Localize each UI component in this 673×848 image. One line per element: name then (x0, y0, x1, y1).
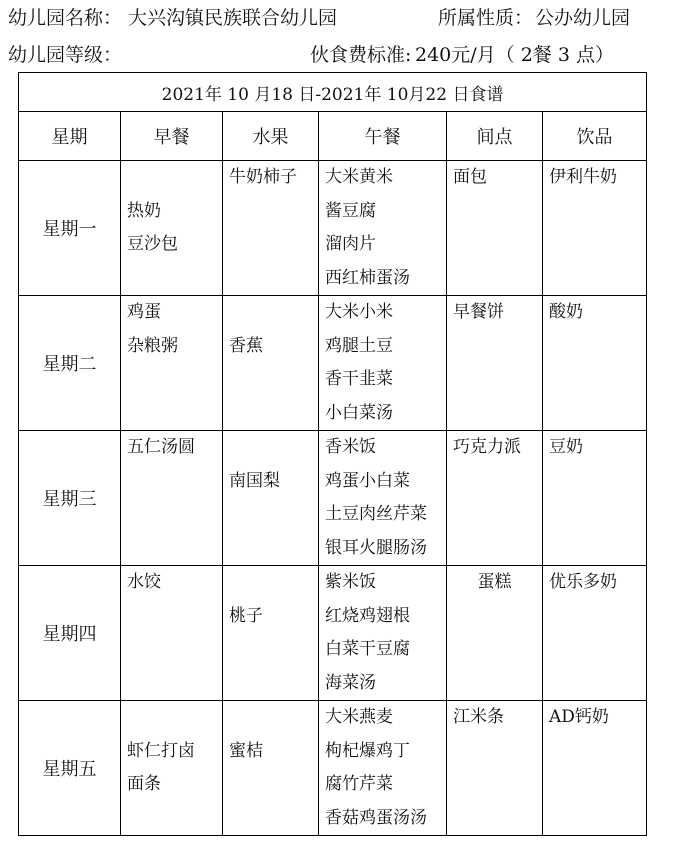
fee-value: 240元/月（ 2餐 3 点） (415, 44, 614, 66)
lunch-item: 银耳火腿肠汤 (325, 537, 427, 558)
lunch-item: 鸡蛋小白菜 (325, 470, 410, 491)
lunch-item: 紫米饭 (325, 572, 376, 592)
snack-item: 蛋糕 (477, 572, 512, 592)
drink-cell (543, 566, 647, 701)
drink-cell (543, 701, 647, 836)
day-cell: 星期三 (19, 431, 121, 566)
lunch-cell (319, 566, 447, 701)
snack-cell (447, 701, 543, 836)
fruit-cell (223, 566, 319, 701)
fruit-item: 蜜桔 (229, 740, 263, 761)
nature-value: 公办幼儿园 (535, 7, 631, 29)
snack-item: 早餐饼 (453, 302, 504, 322)
lunch-item: 土豆肉丝芹菜 (325, 504, 427, 524)
fruit-item: 香蕉 (229, 335, 263, 356)
breakfast-item: 豆沙包 (127, 234, 178, 254)
fruit-cell (223, 296, 319, 431)
snack-cell (447, 566, 543, 701)
snack-cell (447, 431, 543, 566)
fee-label: 伙食费标准: (310, 44, 412, 66)
column-header-day: 星期 (19, 112, 121, 161)
day-cell: 星期一 (19, 161, 121, 296)
kindergarten-name: 大兴沟镇民族联合幼儿园 (128, 7, 338, 29)
fruit-cell (223, 701, 319, 836)
lunch-item: 腐竹芹菜 (325, 774, 393, 794)
column-header-drink: 饮品 (543, 112, 647, 161)
lunch-item: 鸡腿土豆 (325, 335, 393, 356)
breakfast-item: 面条 (127, 774, 161, 794)
fruit-item (223, 296, 318, 330)
lunch-item: 枸杞爆鸡丁 (325, 740, 410, 761)
lunch-cell (319, 701, 447, 836)
lunch-item: 香米饭 (325, 437, 376, 457)
breakfast-item: 鸡蛋 (127, 302, 161, 322)
lunch-item: 西红柿蛋汤 (325, 267, 410, 288)
fruit-item: 牛奶柿子 (229, 167, 297, 187)
breakfast-item (121, 161, 222, 195)
header-line-2 (0, 40, 673, 68)
breakfast-cell (121, 161, 223, 296)
snack-item: 江米条 (453, 707, 504, 727)
lunch-item: 酱豆腐 (325, 200, 376, 221)
drink-item: AD钙奶 (549, 707, 609, 727)
breakfast-item: 热奶 (127, 200, 161, 221)
table-row (19, 431, 647, 566)
breakfast-cell (121, 701, 223, 836)
breakfast-item: 五仁汤圆 (127, 437, 195, 457)
lunch-cell (319, 161, 447, 296)
drink-item: 优乐多奶 (549, 572, 617, 592)
column-header-breakfast: 早餐 (121, 112, 223, 161)
table-row (19, 701, 647, 836)
drink-item: 伊利牛奶 (549, 167, 617, 187)
lunch-item: 大米黄米 (325, 167, 393, 187)
drink-cell (543, 431, 647, 566)
breakfast-item: 杂粮粥 (127, 335, 178, 356)
snack-item: 面包 (453, 167, 487, 187)
fruit-item (223, 566, 318, 600)
fruit-item: 桃子 (229, 605, 263, 626)
breakfast-item (121, 701, 222, 735)
menu-table (18, 72, 647, 836)
breakfast-item: 水饺 (127, 572, 161, 592)
snack-cell (447, 296, 543, 431)
lunch-cell (319, 296, 447, 431)
fruit-cell (223, 431, 319, 566)
column-header-fruit: 水果 (223, 112, 319, 161)
snack-item: 巧克力派 (453, 437, 521, 457)
lunch-item: 大米燕麦 (325, 707, 393, 727)
kindergarten-name-label: 幼儿园名称： (8, 7, 123, 29)
grade-label: 幼儿园等级： (8, 44, 123, 66)
lunch-item: 白菜干豆腐 (325, 639, 410, 659)
lunch-item: 红烧鸡翅根 (325, 605, 410, 626)
nature-label: 所属性质： (438, 7, 534, 29)
menu-title: 2021年 10 月18 日-2021年 10月22 日食谱 (19, 73, 647, 112)
lunch-item: 溜肉片 (325, 234, 376, 254)
breakfast-item: 虾仁打卤 (127, 740, 195, 761)
breakfast-cell (121, 431, 223, 566)
fruit-cell (223, 161, 319, 296)
lunch-item: 海菜汤 (325, 672, 376, 693)
day-cell: 星期四 (19, 566, 121, 701)
drink-item: 酸奶 (549, 302, 583, 322)
lunch-item: 小白菜汤 (325, 402, 393, 423)
fruit-item (223, 431, 318, 465)
breakfast-cell (121, 566, 223, 701)
column-header-lunch: 午餐 (319, 112, 447, 161)
lunch-item: 香菇鸡蛋汤汤 (325, 807, 427, 828)
lunch-cell (319, 431, 447, 566)
fruit-item: 南国梨 (229, 470, 280, 491)
lunch-item: 大米小米 (325, 302, 393, 322)
table-row (19, 161, 647, 296)
drink-item: 豆奶 (549, 437, 583, 457)
day-cell: 星期五 (19, 701, 121, 836)
column-header-row (19, 112, 647, 161)
header-line-1 (0, 3, 673, 31)
column-header-snack: 间点 (447, 112, 543, 161)
breakfast-cell (121, 296, 223, 431)
lunch-item: 香干韭菜 (325, 369, 393, 389)
table-row (19, 296, 647, 431)
snack-cell (447, 161, 543, 296)
fruit-item (223, 701, 318, 735)
drink-cell (543, 161, 647, 296)
day-cell: 星期二 (19, 296, 121, 431)
table-row (19, 566, 647, 701)
drink-cell (543, 296, 647, 431)
